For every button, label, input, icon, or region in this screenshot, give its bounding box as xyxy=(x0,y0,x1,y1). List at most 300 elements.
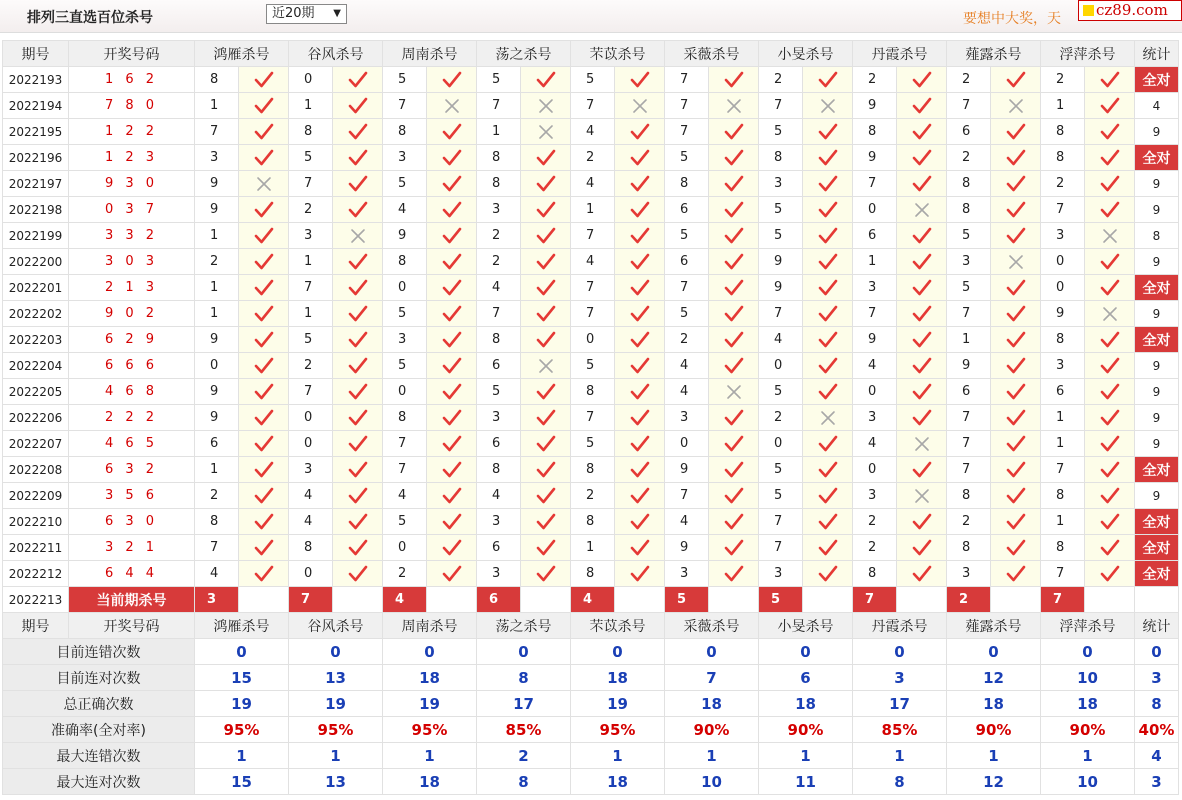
kill-number-cell: 3 xyxy=(853,275,897,301)
kill-number-cell: 9 xyxy=(665,535,709,561)
draw-number-cell: 3 3 2 xyxy=(69,223,195,249)
check-icon xyxy=(803,353,853,379)
check-icon xyxy=(803,301,853,327)
stat-count-cell: 9 xyxy=(1135,171,1179,197)
kill-number-cell: 9 xyxy=(759,275,803,301)
summary-value: 18 xyxy=(665,691,759,717)
check-icon xyxy=(1085,379,1135,405)
header-draw: 开奖号码 xyxy=(69,41,195,67)
cross-icon xyxy=(803,405,853,431)
header-expert-2[interactable]: 周南杀号 xyxy=(383,613,477,639)
kill-number-cell: 8 xyxy=(947,535,991,561)
check-icon xyxy=(427,275,477,301)
page-title: 排列三直选百位杀号 xyxy=(27,10,153,26)
cross-icon xyxy=(709,93,759,119)
kill-number-cell: 4 xyxy=(571,249,615,275)
kill-number-cell: 2 xyxy=(571,483,615,509)
check-icon xyxy=(427,67,477,93)
check-icon xyxy=(803,457,853,483)
header-expert-9[interactable]: 浮萍杀号 xyxy=(1041,613,1135,639)
draw-number-cell: 9 3 0 xyxy=(69,171,195,197)
issue-cell: 2022195 xyxy=(3,119,69,145)
summary-value: 10 xyxy=(665,769,759,795)
logo-square-icon xyxy=(1083,5,1094,16)
cross-icon xyxy=(1085,301,1135,327)
summary-value: 13 xyxy=(289,769,383,795)
check-icon xyxy=(991,431,1041,457)
site-logo[interactable] xyxy=(1078,0,1182,21)
check-icon xyxy=(897,171,947,197)
current-issue-cell: 2022213 xyxy=(3,587,69,613)
stat-count-cell: 9 xyxy=(1135,197,1179,223)
check-icon xyxy=(239,405,289,431)
summary-value: 0 xyxy=(477,639,571,665)
check-icon xyxy=(239,223,289,249)
check-icon xyxy=(427,535,477,561)
check-icon xyxy=(239,457,289,483)
kill-number-cell: 0 xyxy=(383,379,427,405)
issue-cell: 2022207 xyxy=(3,431,69,457)
kill-number-cell: 6 xyxy=(195,431,239,457)
header-expert-1[interactable]: 谷风杀号 xyxy=(289,41,383,67)
kill-number-cell: 5 xyxy=(759,379,803,405)
kill-number-cell: 2 xyxy=(477,249,521,275)
check-icon xyxy=(1085,197,1135,223)
check-icon xyxy=(427,145,477,171)
header-expert-9[interactable]: 浮萍杀号 xyxy=(1041,41,1135,67)
cross-icon xyxy=(615,93,665,119)
issue-cell: 2022208 xyxy=(3,457,69,483)
kill-number-cell: 9 xyxy=(195,197,239,223)
check-icon xyxy=(1085,535,1135,561)
summary-value: 0 xyxy=(853,639,947,665)
kill-number-cell: 5 xyxy=(759,223,803,249)
kill-number-cell: 6 xyxy=(947,119,991,145)
check-icon xyxy=(709,145,759,171)
table-row xyxy=(3,93,1182,119)
kill-number-cell: 3 xyxy=(383,145,427,171)
check-icon xyxy=(803,223,853,249)
draw-number-cell: 3 2 1 xyxy=(69,535,195,561)
summary-value: 8 xyxy=(477,665,571,691)
table-row xyxy=(3,275,1182,301)
draw-number-cell: 1 6 2 xyxy=(69,67,195,93)
kill-number-cell: 3 xyxy=(477,509,521,535)
check-icon xyxy=(897,119,947,145)
kill-number-cell: 5 xyxy=(477,67,521,93)
kill-number-cell: 7 xyxy=(571,275,615,301)
issue-cell: 2022201 xyxy=(3,275,69,301)
kill-number-cell: 8 xyxy=(383,249,427,275)
kill-number-cell: 8 xyxy=(289,535,333,561)
check-icon xyxy=(615,561,665,587)
kill-number-cell: 7 xyxy=(665,275,709,301)
header-expert-2[interactable]: 周南杀号 xyxy=(383,41,477,67)
issue-cell: 2022197 xyxy=(3,171,69,197)
summary-value: 12 xyxy=(947,769,1041,795)
check-icon xyxy=(991,353,1041,379)
summary-value: 95% xyxy=(195,717,289,743)
check-icon xyxy=(991,223,1041,249)
check-icon xyxy=(615,535,665,561)
header-expert-7[interactable]: 丹霞杀号 xyxy=(853,41,947,67)
empty-cell xyxy=(897,587,947,613)
kill-number-cell: 7 xyxy=(383,93,427,119)
check-icon xyxy=(897,145,947,171)
summary-label: 目前连错次数 xyxy=(3,639,195,665)
current-kill-badge: 4 xyxy=(383,587,427,613)
check-icon xyxy=(1085,249,1135,275)
check-icon xyxy=(427,249,477,275)
kill-number-cell: 1 xyxy=(853,249,897,275)
kill-number-cell: 3 xyxy=(477,197,521,223)
check-icon xyxy=(803,535,853,561)
check-icon xyxy=(333,483,383,509)
check-icon xyxy=(521,197,571,223)
top-bar xyxy=(0,0,1182,33)
check-icon xyxy=(333,145,383,171)
check-icon xyxy=(803,431,853,457)
summary-value: 8 xyxy=(477,769,571,795)
cross-icon xyxy=(897,197,947,223)
check-icon xyxy=(427,483,477,509)
draw-number-cell: 1 2 2 xyxy=(69,119,195,145)
header-expert-5[interactable]: 采薇杀号 xyxy=(665,613,759,639)
check-icon xyxy=(521,275,571,301)
kill-number-cell: 5 xyxy=(759,483,803,509)
kill-number-cell: 4 xyxy=(571,171,615,197)
check-icon xyxy=(521,223,571,249)
issue-cell: 2022199 xyxy=(3,223,69,249)
check-icon xyxy=(991,327,1041,353)
check-icon xyxy=(709,223,759,249)
summary-value: 11 xyxy=(759,769,853,795)
kill-number-cell: 2 xyxy=(947,509,991,535)
header-expert-1[interactable]: 谷风杀号 xyxy=(289,613,383,639)
kill-number-cell: 8 xyxy=(1041,535,1085,561)
table-row xyxy=(3,353,1182,379)
kill-number-cell: 2 xyxy=(759,67,803,93)
kill-number-table xyxy=(2,40,1182,795)
check-icon xyxy=(897,327,947,353)
check-icon xyxy=(991,379,1041,405)
kill-number-cell: 2 xyxy=(289,197,333,223)
kill-number-cell: 5 xyxy=(571,353,615,379)
check-icon xyxy=(897,275,947,301)
summary-value: 13 xyxy=(289,665,383,691)
summary-value: 0 xyxy=(1041,639,1135,665)
summary-value: 12 xyxy=(947,665,1041,691)
check-icon xyxy=(803,197,853,223)
kill-number-cell: 1 xyxy=(1041,405,1085,431)
check-icon xyxy=(333,67,383,93)
kill-number-cell: 5 xyxy=(477,379,521,405)
summary-value: 0 xyxy=(665,639,759,665)
check-icon xyxy=(803,171,853,197)
summary-value: 95% xyxy=(571,717,665,743)
check-icon xyxy=(615,67,665,93)
kill-number-cell: 6 xyxy=(853,223,897,249)
kill-number-cell: 8 xyxy=(759,145,803,171)
kill-number-cell: 7 xyxy=(853,301,897,327)
check-icon xyxy=(427,431,477,457)
check-icon xyxy=(427,509,477,535)
check-icon xyxy=(615,145,665,171)
header-expert-6[interactable]: 小旻杀号 xyxy=(759,41,853,67)
summary-value: 18 xyxy=(947,691,1041,717)
kill-number-cell: 4 xyxy=(289,509,333,535)
table-row xyxy=(3,249,1182,275)
kill-number-cell: 7 xyxy=(1041,561,1085,587)
period-select[interactable] xyxy=(266,4,347,24)
kill-number-cell: 2 xyxy=(853,67,897,93)
check-icon xyxy=(709,509,759,535)
header-expert-4[interactable]: 芣苡杀号 xyxy=(571,613,665,639)
check-icon xyxy=(333,509,383,535)
check-icon xyxy=(239,301,289,327)
header-expert-4[interactable]: 芣苡杀号 xyxy=(571,41,665,67)
check-icon xyxy=(803,145,853,171)
check-icon xyxy=(239,197,289,223)
summary-stat: 8 xyxy=(1135,691,1179,717)
kill-number-cell: 5 xyxy=(759,197,803,223)
kill-number-cell: 2 xyxy=(571,145,615,171)
current-kill-badge: 3 xyxy=(195,587,239,613)
header-expert-5[interactable]: 采薇杀号 xyxy=(665,41,759,67)
cross-icon xyxy=(1085,223,1135,249)
stat-count-cell: 9 xyxy=(1135,431,1179,457)
kill-number-cell: 7 xyxy=(947,457,991,483)
kill-number-cell: 1 xyxy=(195,457,239,483)
kill-number-cell: 7 xyxy=(947,301,991,327)
kill-number-cell: 8 xyxy=(947,171,991,197)
all-correct-badge: 全对 xyxy=(1135,535,1179,561)
kill-number-cell: 8 xyxy=(853,119,897,145)
header-expert-8[interactable]: 薤露杀号 xyxy=(947,613,1041,639)
summary-value: 7 xyxy=(665,665,759,691)
summary-stat: 4 xyxy=(1135,743,1179,769)
check-icon xyxy=(1085,353,1135,379)
kill-number-cell: 5 xyxy=(571,431,615,457)
kill-number-cell: 4 xyxy=(571,119,615,145)
stat-count-cell: 9 xyxy=(1135,249,1179,275)
kill-number-cell: 4 xyxy=(477,275,521,301)
all-correct-badge: 全对 xyxy=(1135,275,1179,301)
kill-number-cell: 2 xyxy=(195,249,239,275)
check-icon xyxy=(1085,561,1135,587)
kill-number-cell: 1 xyxy=(1041,431,1085,457)
check-icon xyxy=(521,457,571,483)
kill-number-cell: 6 xyxy=(947,379,991,405)
summary-value: 19 xyxy=(289,691,383,717)
stat-count-cell: 8 xyxy=(1135,223,1179,249)
kill-number-cell: 6 xyxy=(477,535,521,561)
header-expert-7[interactable]: 丹霞杀号 xyxy=(853,613,947,639)
header-stat: 统计 xyxy=(1135,41,1179,67)
kill-number-cell: 4 xyxy=(289,483,333,509)
kill-number-cell: 7 xyxy=(571,301,615,327)
check-icon xyxy=(239,483,289,509)
summary-value: 15 xyxy=(195,769,289,795)
check-icon xyxy=(615,171,665,197)
header-expert-0[interactable]: 鸿雁杀号 xyxy=(195,41,289,67)
kill-number-cell: 2 xyxy=(1041,171,1085,197)
kill-number-cell: 7 xyxy=(477,93,521,119)
slogan-text[interactable]: 要想中大奖，天 xyxy=(963,11,1061,27)
summary-value: 17 xyxy=(853,691,947,717)
check-icon xyxy=(427,171,477,197)
kill-number-cell: 1 xyxy=(477,119,521,145)
kill-number-cell: 1 xyxy=(195,275,239,301)
kill-number-cell: 8 xyxy=(477,145,521,171)
summary-value: 85% xyxy=(477,717,571,743)
kill-number-cell: 2 xyxy=(665,327,709,353)
draw-number-cell: 6 4 4 xyxy=(69,561,195,587)
check-icon xyxy=(333,327,383,353)
check-icon xyxy=(897,301,947,327)
summary-label: 总正确次数 xyxy=(3,691,195,717)
check-icon xyxy=(803,67,853,93)
kill-number-cell: 7 xyxy=(665,67,709,93)
kill-number-cell: 8 xyxy=(195,67,239,93)
header-draw: 开奖号码 xyxy=(69,613,195,639)
kill-number-cell: 7 xyxy=(1041,457,1085,483)
kill-number-cell: 0 xyxy=(571,327,615,353)
check-icon xyxy=(521,561,571,587)
draw-number-cell: 2 2 2 xyxy=(69,405,195,431)
check-icon xyxy=(615,379,665,405)
check-icon xyxy=(803,119,853,145)
check-icon xyxy=(803,275,853,301)
header-expert-0[interactable]: 鸿雁杀号 xyxy=(195,613,289,639)
kill-number-cell: 7 xyxy=(759,509,803,535)
stat-count-cell: 9 xyxy=(1135,405,1179,431)
kill-number-cell: 0 xyxy=(665,431,709,457)
current-kill-row xyxy=(3,587,1182,613)
empty-cell xyxy=(1085,587,1135,613)
summary-value: 18 xyxy=(571,665,665,691)
kill-number-cell: 7 xyxy=(571,405,615,431)
header-expert-3[interactable]: 荡之杀号 xyxy=(477,41,571,67)
check-icon xyxy=(521,171,571,197)
kill-number-cell: 0 xyxy=(1041,275,1085,301)
check-icon xyxy=(427,119,477,145)
summary-stat: 3 xyxy=(1135,769,1179,795)
summary-value: 90% xyxy=(947,717,1041,743)
kill-number-cell: 9 xyxy=(195,327,239,353)
check-icon xyxy=(521,249,571,275)
kill-number-cell: 2 xyxy=(1041,67,1085,93)
check-icon xyxy=(239,67,289,93)
kill-number-cell: 7 xyxy=(947,431,991,457)
kill-number-cell: 1 xyxy=(571,197,615,223)
check-icon xyxy=(1085,405,1135,431)
kill-number-cell: 7 xyxy=(571,93,615,119)
check-icon xyxy=(615,223,665,249)
issue-cell: 2022206 xyxy=(3,405,69,431)
check-icon xyxy=(991,483,1041,509)
header-stat: 统计 xyxy=(1135,613,1179,639)
check-icon xyxy=(991,301,1041,327)
kill-number-cell: 0 xyxy=(853,457,897,483)
cross-icon xyxy=(521,93,571,119)
kill-number-cell: 4 xyxy=(665,353,709,379)
header-expert-6[interactable]: 小旻杀号 xyxy=(759,613,853,639)
kill-number-cell: 8 xyxy=(383,405,427,431)
kill-number-cell: 3 xyxy=(477,405,521,431)
table-row xyxy=(3,67,1182,93)
logo-text: cz89.com xyxy=(1096,1,1168,19)
stat-count-cell: 9 xyxy=(1135,483,1179,509)
summary-value: 6 xyxy=(759,665,853,691)
current-kill-label: 当前期杀号 xyxy=(69,587,195,613)
summary-row xyxy=(3,639,1182,665)
check-icon xyxy=(239,275,289,301)
cross-icon xyxy=(521,353,571,379)
kill-number-cell: 8 xyxy=(383,119,427,145)
draw-number-cell: 1 2 3 xyxy=(69,145,195,171)
issue-cell: 2022200 xyxy=(3,249,69,275)
summary-row xyxy=(3,743,1182,769)
check-icon xyxy=(1085,327,1135,353)
check-icon xyxy=(1085,93,1135,119)
kill-number-cell: 7 xyxy=(947,405,991,431)
draw-number-cell: 6 3 2 xyxy=(69,457,195,483)
kill-number-cell: 8 xyxy=(1041,119,1085,145)
check-icon xyxy=(991,119,1041,145)
kill-number-cell: 1 xyxy=(1041,509,1085,535)
check-icon xyxy=(427,561,477,587)
kill-number-cell: 8 xyxy=(571,457,615,483)
check-icon xyxy=(427,353,477,379)
summary-value: 0 xyxy=(571,639,665,665)
summary-value: 0 xyxy=(289,639,383,665)
check-icon xyxy=(521,509,571,535)
current-kill-badge: 7 xyxy=(853,587,897,613)
check-icon xyxy=(239,379,289,405)
table-row xyxy=(3,457,1182,483)
draw-number-cell: 7 8 0 xyxy=(69,93,195,119)
check-icon xyxy=(1085,119,1135,145)
check-icon xyxy=(709,249,759,275)
issue-cell: 2022202 xyxy=(3,301,69,327)
table-row xyxy=(3,379,1182,405)
summary-stat: 3 xyxy=(1135,665,1179,691)
header-expert-8[interactable]: 薤露杀号 xyxy=(947,41,1041,67)
all-correct-badge: 全对 xyxy=(1135,509,1179,535)
issue-cell: 2022209 xyxy=(3,483,69,509)
table-row xyxy=(3,223,1182,249)
kill-number-cell: 7 xyxy=(853,171,897,197)
kill-number-cell: 7 xyxy=(947,93,991,119)
check-icon xyxy=(333,457,383,483)
summary-value: 19 xyxy=(571,691,665,717)
kill-number-cell: 2 xyxy=(383,561,427,587)
check-icon xyxy=(709,171,759,197)
header-expert-3[interactable]: 荡之杀号 xyxy=(477,613,571,639)
kill-number-cell: 5 xyxy=(665,301,709,327)
kill-number-cell: 2 xyxy=(477,223,521,249)
kill-number-cell: 1 xyxy=(195,301,239,327)
check-icon xyxy=(615,275,665,301)
kill-number-cell: 8 xyxy=(289,119,333,145)
check-icon xyxy=(239,561,289,587)
kill-number-cell: 9 xyxy=(195,379,239,405)
draw-number-cell: 6 6 6 xyxy=(69,353,195,379)
kill-number-cell: 7 xyxy=(665,483,709,509)
cross-icon xyxy=(991,93,1041,119)
check-icon xyxy=(521,67,571,93)
